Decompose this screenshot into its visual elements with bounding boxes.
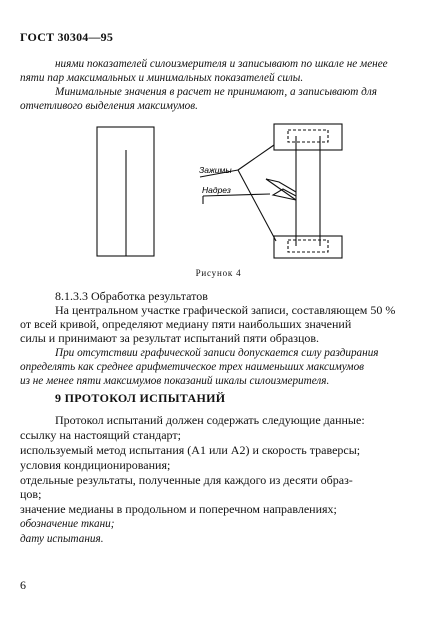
notch-label: Надрез [202,185,231,195]
top-clamp-inner [288,130,328,142]
list-item: условия кондиционирования; [20,458,171,472]
section-heading: 9 ПРОТОКОЛ ИСПЫТАНИЙ [55,391,226,405]
list-item: отдельные результаты, полученные для каждого из десяти образ- [20,473,353,487]
text-line: определять как среднее арифметическое трех наименьших максимумов [20,361,365,373]
bottom-clamp [274,236,342,258]
text-line: Минимальные значения в расчет не принимают, а записывают для [55,86,377,98]
list-item: используемый метод испытания (A1 или A2) и скорость траверсы; [20,443,361,457]
page-number: 6 [20,578,26,592]
list-item: обозначение ткани; [20,518,115,530]
subsection-heading: 8.1.3.3 Обработка результатов [55,289,208,303]
bottom-clamp-inner [288,240,328,252]
text-line: от всей кривой, определяют медиану пяти наибольших значений [20,317,352,331]
clamps-label: Зажимы [199,165,232,175]
text-line: На центральном участке графической записи, составляющем 50 % [55,303,396,317]
top-clamp [274,124,342,150]
figure-caption: Рисунок 4 [195,268,242,278]
text-line: При отсутствии графической записи допускается силу раздирания [55,347,379,359]
text-line: из не менее пяти максимумов показаний шкалы силоизмерителя. [20,375,330,387]
torn-tongue-lower [273,189,296,200]
list-item: значение медианы в продольном и поперечном направлениях; [20,502,337,516]
list-item: дату испытания. [20,533,104,545]
document-code: ГОСТ 30304—95 [20,30,114,44]
text-line: силы и принимают за результат испытаний пяти образцов. [20,331,320,345]
text-line: Протокол испытаний должен содержать следующие данные: [55,413,365,427]
text-line: отчетливого выделения максимумов. [20,100,198,112]
text-line: пяти пар максимальных и минимальных показателей силы. [20,72,304,84]
figure-4-diagram [0,0,437,300]
list-item: ссылку на настоящий стандарт; [20,428,181,442]
list-item: цов; [20,487,42,501]
text-line: ниями показателей силоизмерителя и записывают по шкале не менее [55,58,388,70]
